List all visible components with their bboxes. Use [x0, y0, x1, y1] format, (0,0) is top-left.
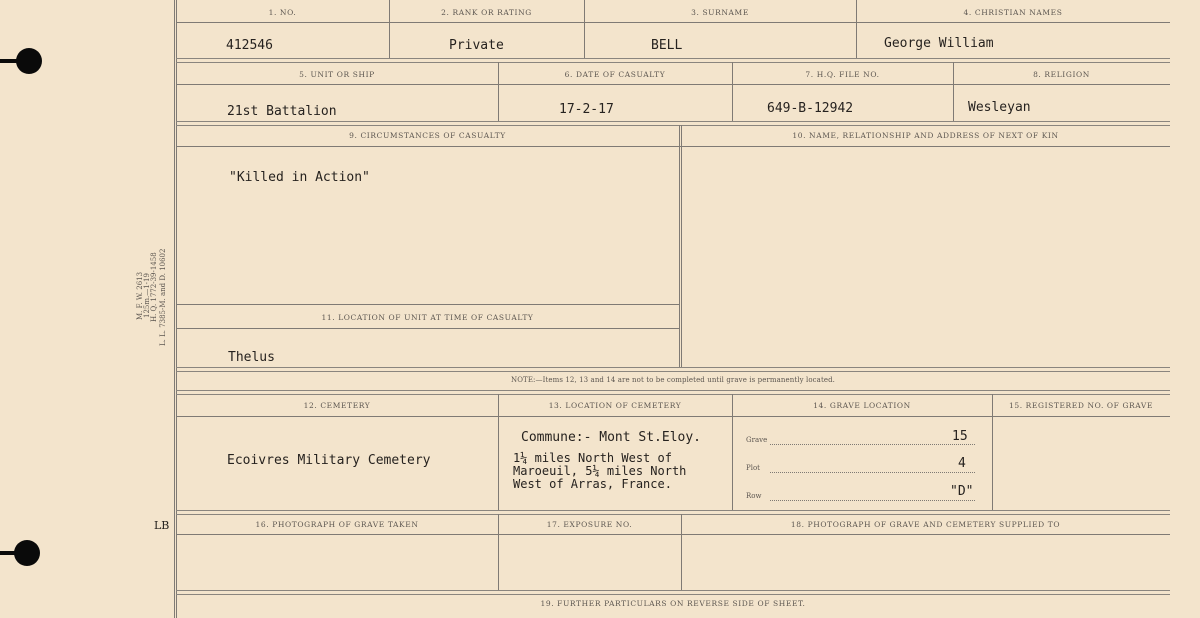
rule-row2-bottom: [176, 121, 1170, 126]
label-christian-names: 4. CHRISTIAN NAMES: [963, 8, 1063, 17]
div-r5-b: [732, 394, 733, 510]
label-rank: 2. RANK OR RATING: [441, 8, 532, 17]
plot-dots: [770, 472, 975, 473]
label-location-of-cemetery: 13. LOCATION OF CEMETERY: [548, 401, 682, 410]
value-location-of-unit: Thelus: [228, 350, 275, 365]
rule-row2-label: [176, 84, 1170, 85]
side-mark: LB: [154, 519, 170, 532]
rule-row4-label: [176, 328, 679, 329]
side-code-4: L. L. 7385-M. and D. 10602: [159, 248, 167, 346]
rule-row1-label: [176, 22, 1170, 23]
note-text: NOTE:—Items 12, 13 and 14 are not to be completed until grave is permanently located.: [510, 376, 836, 384]
label-religion: 8. RELIGION: [1033, 70, 1090, 79]
value-circumstances: "Killed in Action": [229, 170, 370, 185]
rule-row6-top: [176, 510, 1170, 515]
value-rank: Private: [449, 38, 504, 53]
side-code-2: 125m.—1-19: [143, 273, 151, 318]
rule-footer-top: [176, 590, 1170, 595]
value-date: 17-2-17: [559, 102, 614, 117]
frame-left: [174, 0, 175, 618]
label-photo-taken: 16. PHOTOGRAPH OF GRAVE TAKEN: [255, 520, 419, 529]
rule-row5-top: [176, 390, 1170, 395]
side-code-1: M. F. W. 2613: [136, 271, 144, 320]
div-r3-b: [681, 125, 682, 367]
rule-row6-label: [176, 534, 1170, 535]
div-r3: [679, 125, 680, 367]
value-christian-names: George William: [884, 36, 994, 51]
punch-hole-tab-top: [0, 59, 22, 63]
grave-value: 15: [952, 429, 968, 444]
grave-label: Grave: [746, 436, 768, 444]
label-surname: 3. SURNAME: [691, 8, 749, 17]
label-next-of-kin: 10. NAME, RELATIONSHIP AND ADDRESS OF NEXT OF KIN: [792, 131, 1059, 140]
value-surname: BELL: [651, 38, 683, 53]
label-number: 1. NO.: [268, 8, 297, 17]
label-circumstances: 9. CIRCUMSTANCES OF CASUALTY: [349, 131, 506, 140]
rule-row1-bottom: [176, 58, 1170, 63]
rule-row5-label: [176, 416, 1170, 417]
label-location-of-unit: 11. LOCATION OF UNIT AT TIME OF CASUALTY: [321, 313, 534, 322]
rule-row4-top: [176, 304, 679, 305]
row-label: Row: [746, 492, 762, 500]
side-code-3: H. Q. 1772-39-1458: [150, 252, 158, 322]
grave-dots: [770, 444, 975, 445]
label-file-no: 7. H.Q. FILE NO.: [805, 70, 880, 79]
div-r5-a: [498, 394, 499, 510]
value-number: 412546: [226, 38, 273, 53]
value-unit: 21st Battalion: [227, 104, 337, 119]
rule-note-top: [176, 367, 1170, 372]
value-location-line-3: Maroeuil, 5¼ miles North: [513, 464, 687, 478]
plot-value: 4: [958, 456, 966, 471]
plot-label: Plot: [746, 464, 760, 472]
label-exposure-no: 17. EXPOSURE NO.: [546, 520, 633, 529]
label-cemetery: 12. CEMETERY: [303, 401, 371, 410]
row-value: "D": [950, 484, 974, 499]
rule-row3-label: [176, 146, 1170, 147]
label-photo-supplied: 18. PHOTOGRAPH OF GRAVE AND CEMETERY SUPPLIED TO: [790, 520, 1061, 529]
label-registered-no: 15. REGISTERED NO. OF GRAVE: [1008, 401, 1154, 410]
value-location-line-2: 1¼ miles North West of: [513, 451, 672, 465]
punch-hole-tab-bottom: [0, 551, 20, 555]
value-file-no: 649-B-12942: [767, 101, 854, 116]
label-date: 6. DATE OF CASUALTY: [564, 70, 666, 79]
footer-text: 19. FURTHER PARTICULARS ON REVERSE SIDE OF SHEET.: [540, 599, 806, 608]
value-cemetery: Ecoivres Military Cemetery: [227, 453, 431, 468]
value-location-line-4: West of Arras, France.: [513, 477, 672, 491]
label-grave-location: 14. GRAVE LOCATION: [813, 401, 911, 410]
row-dots: [770, 500, 975, 501]
value-religion: Wesleyan: [968, 100, 1031, 115]
value-location-line-1: Commune:- Mont St.Eloy.: [521, 430, 702, 445]
div-r5-c: [992, 394, 993, 510]
label-unit: 5. UNIT OR SHIP: [299, 70, 375, 79]
